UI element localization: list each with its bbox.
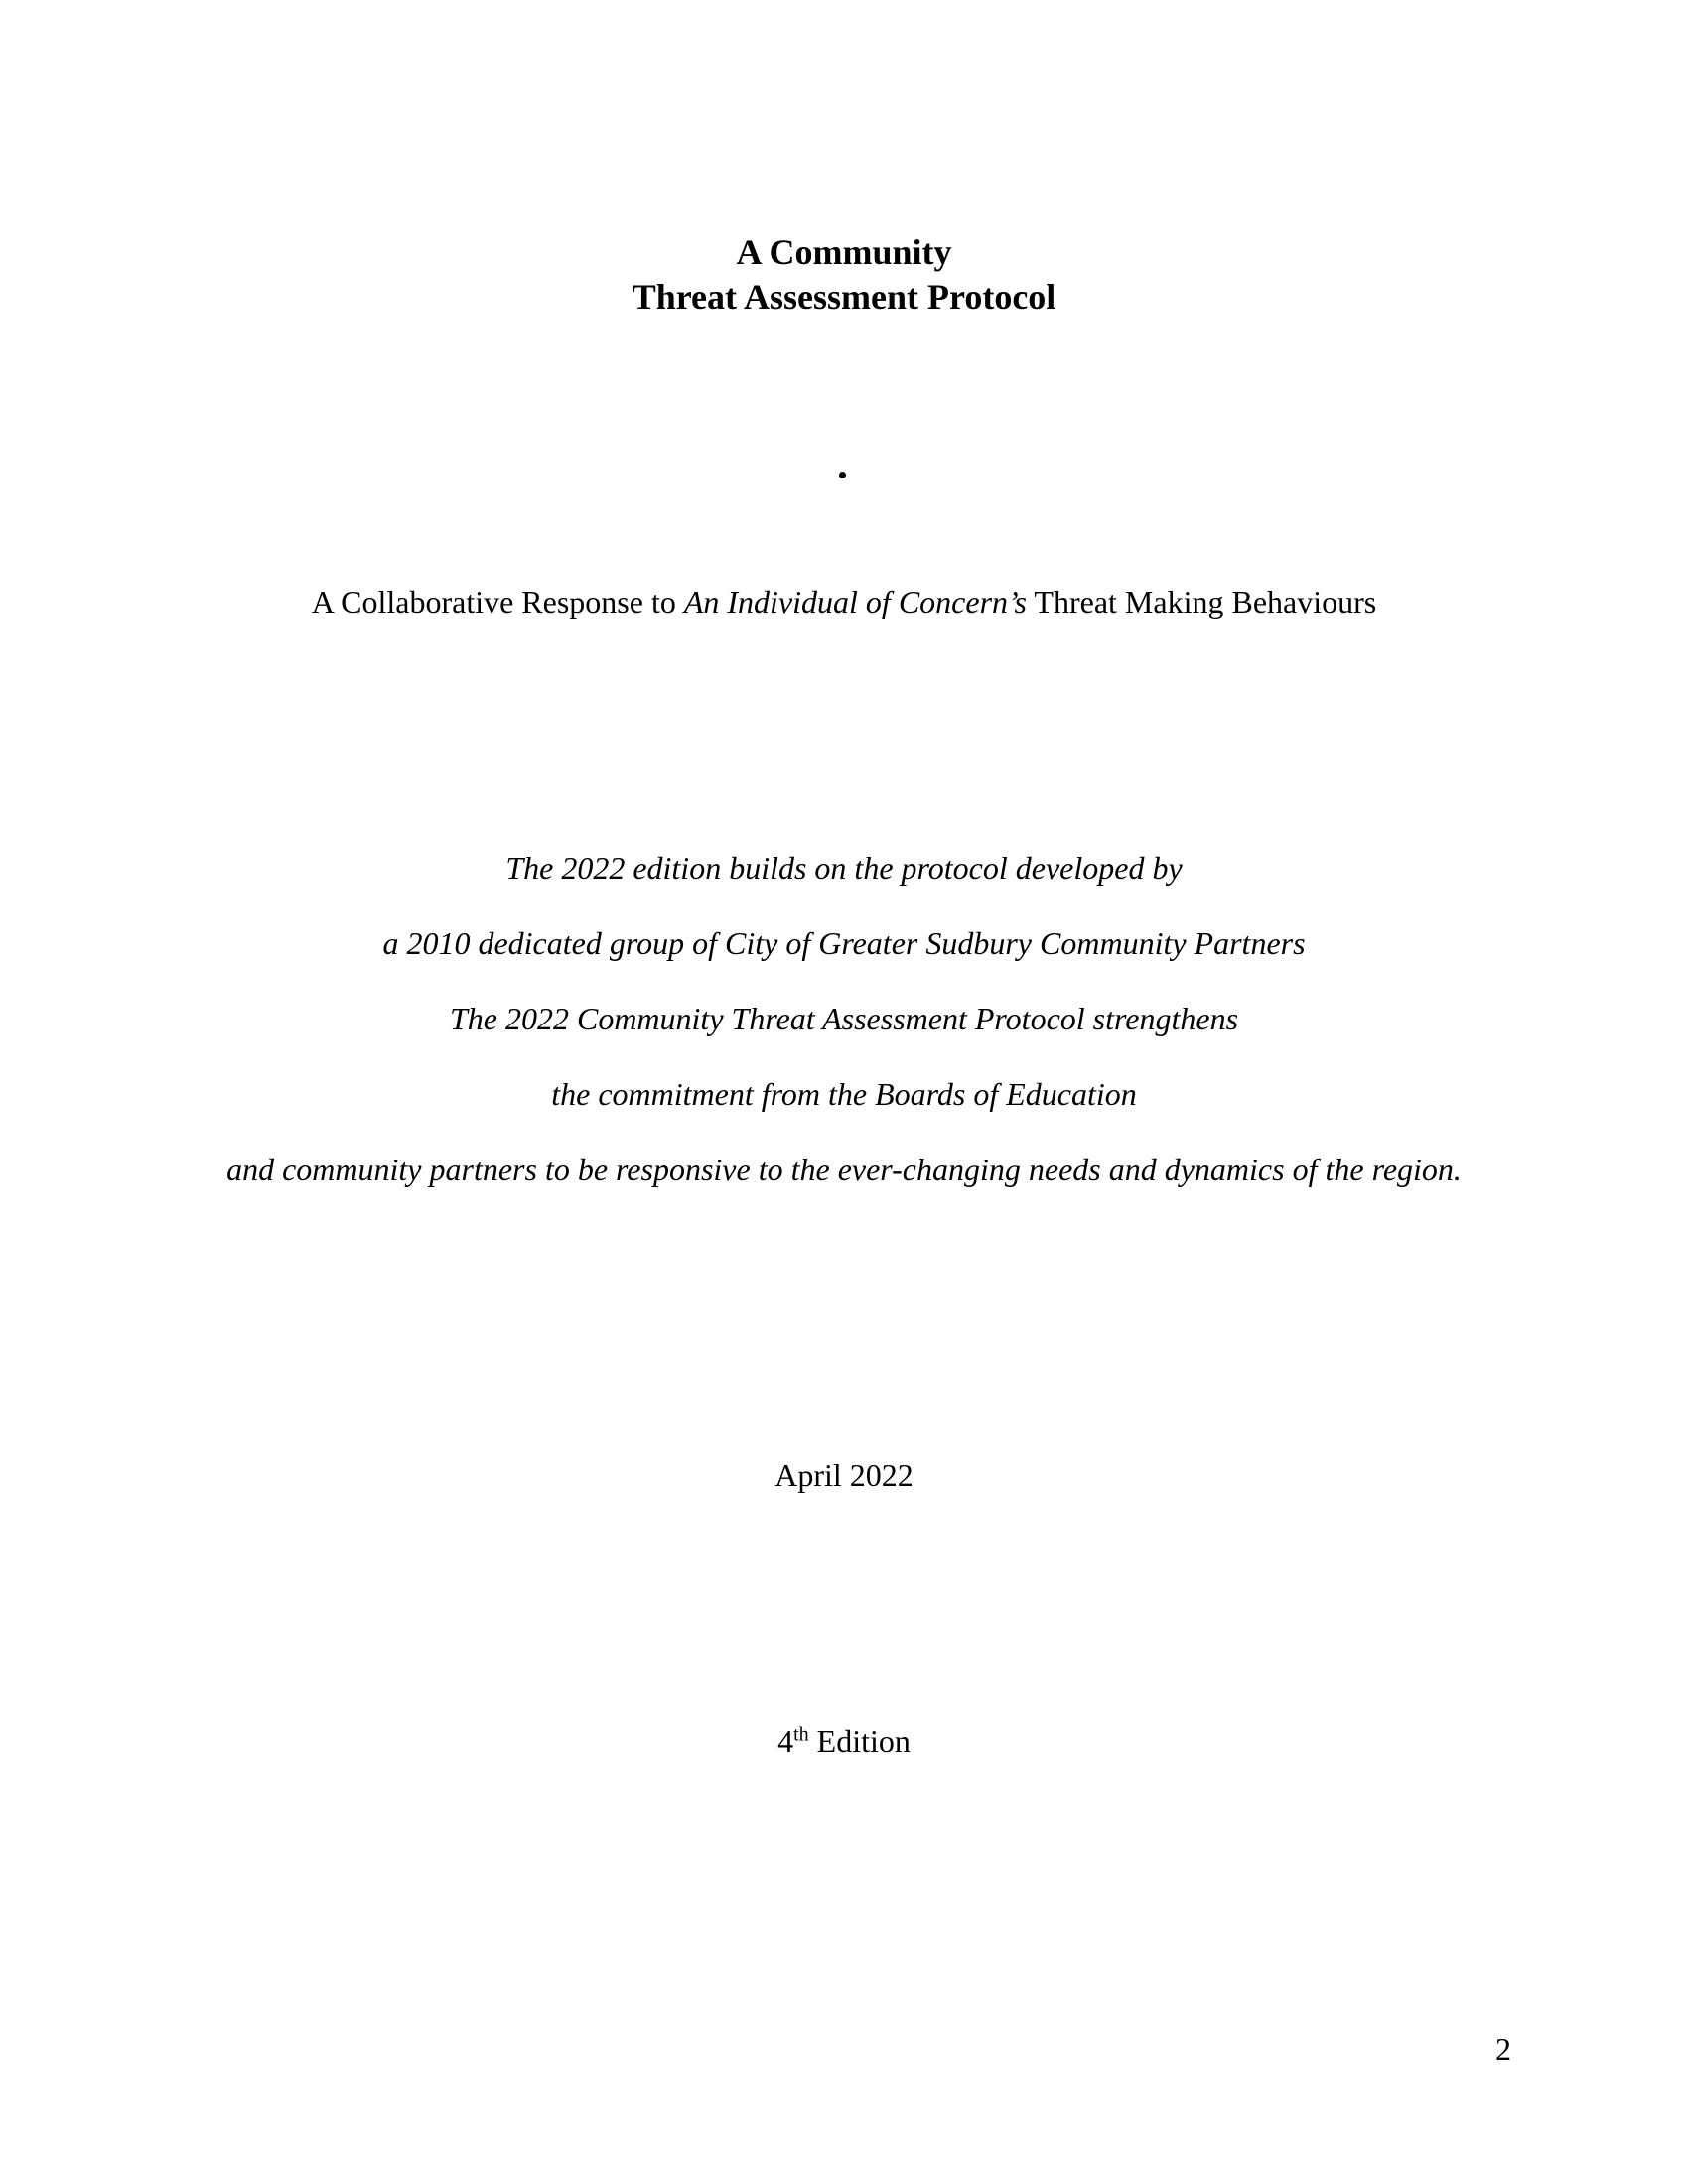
- edition-ordinal-suffix: th: [793, 1723, 809, 1746]
- document-subtitle: [0, 582, 1688, 621]
- page-number: 2: [1495, 2031, 1511, 2067]
- edition-label: [0, 1721, 1688, 1761]
- title-line-1: A Community: [736, 232, 952, 272]
- subtitle-italic: An Individual of Concern’s: [683, 584, 1027, 619]
- subtitle-suffix: Threat Making Behaviours: [1027, 584, 1377, 619]
- bullet-dot: [839, 472, 846, 478]
- statement-line: and community partners to be responsive to the ever-changing needs and dynamics of the region.: [226, 1152, 1462, 1187]
- title-line-2: Threat Assessment Protocol: [632, 277, 1056, 317]
- statement-line: The 2022 Community Threat Assessment Protocol strengthens: [449, 1001, 1239, 1036]
- publication-date: April 2022: [774, 1457, 914, 1493]
- edition-text: Edition: [808, 1723, 911, 1759]
- statement-line: a 2010 dedicated group of City of Greater Sudbury Community Partners: [382, 925, 1306, 961]
- subtitle-prefix: A Collaborative Response to: [311, 584, 684, 619]
- edition-number: 4: [777, 1723, 794, 1759]
- statement-line: the commitment from the Boards of Education: [551, 1076, 1137, 1112]
- edition-statement: [0, 848, 1688, 1225]
- statement-line: The 2022 edition builds on the protocol developed by: [505, 850, 1183, 886]
- document-title: [0, 230, 1688, 320]
